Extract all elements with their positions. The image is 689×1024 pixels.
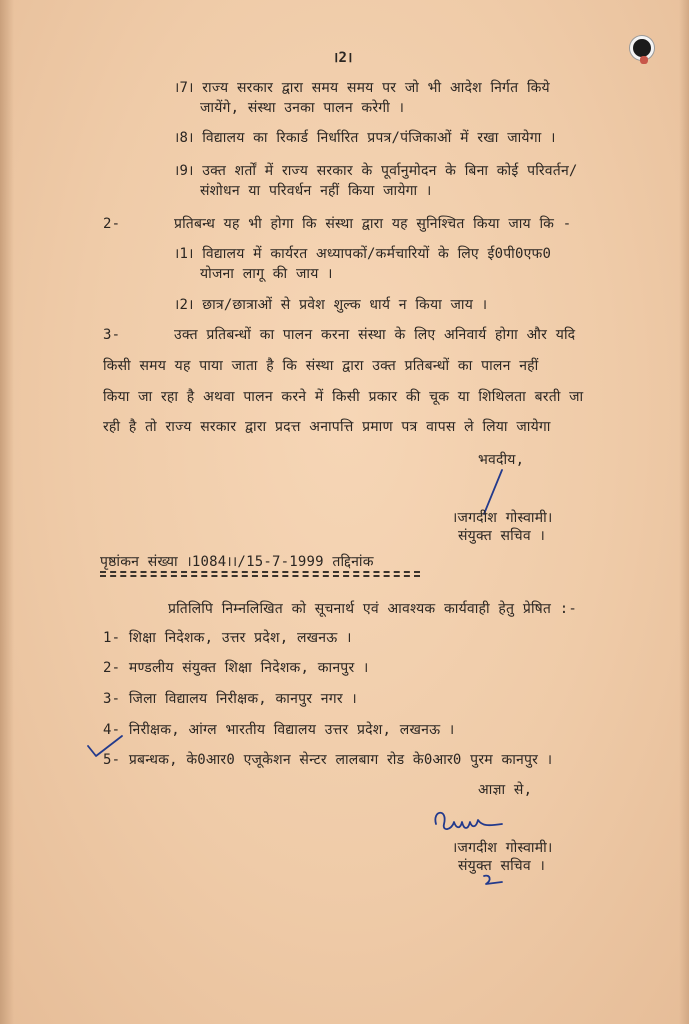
signature-mark — [480, 872, 510, 888]
clause-9-line-2: संशोधन या परिवर्धन नहीं किया जायेगा । — [200, 183, 432, 199]
section-2-item-2: ।2। छात्र/छात्राओं से प्रवेश शुल्क धार्य न किया जाय । — [174, 297, 488, 313]
paper-edge-right — [679, 0, 689, 1024]
section-3-line-1: उक्त प्रतिबन्धों का पालन करना संस्था के लिए अनिवार्य होगा और यदि — [174, 327, 576, 343]
recipient-4: 4- निरीक्षक, आंग्ल भारतीय विद्यालय उत्तर प्रदेश, लखनऊ । — [103, 722, 455, 738]
section-2-intro: प्रतिबन्ध यह भी होगा कि संस्था द्वारा यह सुनिश्चित किया जाय कि - — [174, 216, 572, 232]
section-3-line-4: रही है तो राज्य सरकार द्वारा प्रदत्त अनापत्ति प्रमाण पत्र वापस ले लिया जायेगा — [103, 419, 551, 435]
recipient-3: 3- जिला विद्यालय निरीक्षक, कानपुर नगर । — [103, 691, 357, 707]
clause-8-line-1: ।8। विद्यालय का रिकार्ड निर्धारित प्रपत्र/पंजिकाओं में रखा जायेगा । — [174, 130, 556, 146]
clause-9-line-1: ।9। उक्त शर्तों में राज्य सरकार के पूर्वानुमोदन के बिना कोई परिवर्तन/ — [174, 163, 578, 179]
reference-underline — [100, 571, 420, 573]
paper-edge-left — [0, 0, 14, 1024]
endorsement-intro: प्रतिलिपि निम्नलिखित को सूचनार्थ एवं आवश्यक कार्यवाही हेतु प्रेषित :- — [168, 601, 578, 617]
clause-7-line-2: जायेंगे, संस्था उनका पालन करेगी । — [200, 100, 405, 116]
signature-mark — [430, 806, 510, 840]
endorsement-reference: पृष्ठांकन संख्या ।1084।।/15-7-1999 तद्दिनांक — [100, 554, 374, 570]
page-number: ।2। — [333, 50, 353, 66]
recipient-2: 2- मण्डलीय संयुक्त शिक्षा निदेशक, कानपुर । — [103, 660, 369, 676]
section-3-line-3: किया जा रहा है अथवा पालन करने में किसी प्रकार की चूक या शिथिलता बरती जा — [103, 389, 584, 405]
endorsement-signatory-designation: संयुक्त सचिव । — [458, 858, 545, 874]
recipient-1: 1- शिक्षा निदेशक, उत्तर प्रदेश, लखनऊ । — [103, 630, 352, 646]
recipient-5: 5- प्रबन्धक, के0आर0 एजूकेशन सेन्टर लालबाग रोड के0आर0 पुरम कानपुर । — [103, 752, 553, 768]
clause-7-line-1: ।7। राज्य सरकार द्वारा समय समय पर जो भी आदेश निर्गत किये — [174, 80, 550, 96]
section-2-item-1-line-1: ।1। विद्यालय में कार्यरत अध्यापकों/कर्मचारियों के लिए ई0पी0एफ0 — [174, 246, 552, 262]
reference-underline-2 — [100, 575, 420, 577]
section-2-item-1-line-2: योजना लागू की जाय । — [200, 266, 333, 282]
punch-stain — [640, 56, 648, 64]
section-2-number: 2- — [103, 216, 121, 232]
signatory-designation: संयुक्त सचिव । — [458, 528, 545, 544]
endorsement-closing: आज्ञा से, — [478, 782, 533, 798]
signatory-name: ।जगदीश गोस्वामी। — [452, 510, 553, 526]
section-3-number: 3- — [103, 327, 121, 343]
section-3-line-2: किसी समय यह पाया जाता है कि संस्था द्वारा उक्त प्रतिबन्धों का पालन नहीं — [103, 358, 539, 374]
salutation: भवदीय, — [478, 452, 525, 468]
endorsement-signatory-name: ।जगदीश गोस्वामी। — [452, 840, 553, 856]
